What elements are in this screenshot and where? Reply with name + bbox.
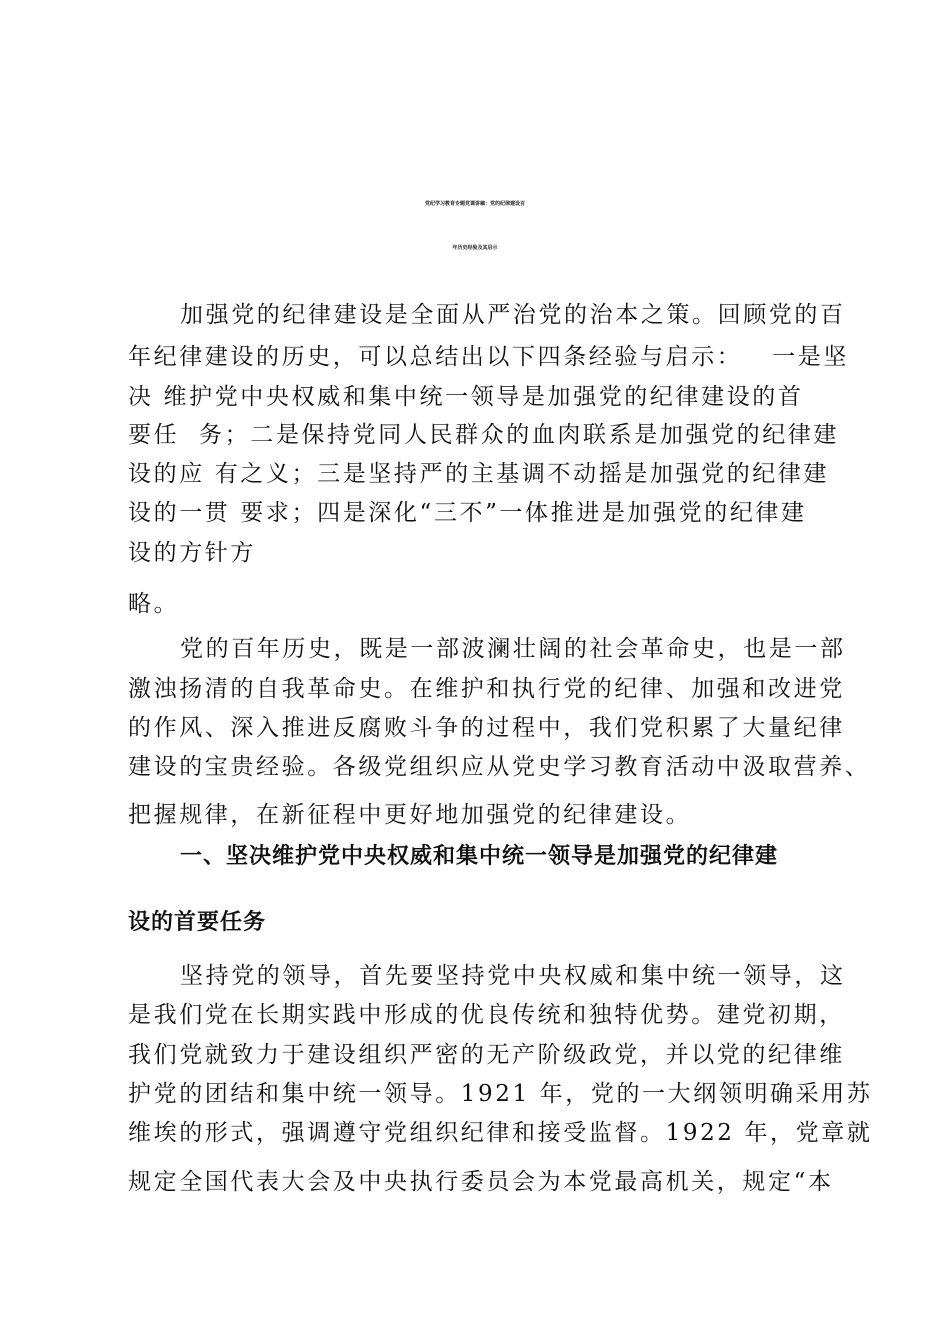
- paragraph3-line: 维埃的形式，强调遵守党组织纪律和接受监督。1922 年，党章就: [128, 1120, 873, 1146]
- paragraph3-line: 规定全国代表大会及中央执行委员会为本党最高机关，规定“本: [128, 1169, 834, 1195]
- paragraph2-line: 把握规律，在新征程中更好地加强党的纪律建设。: [128, 802, 692, 828]
- paragraph2-line: 的作风、深入推进反腐败斗争的过程中，我们党积累了大量纪律: [128, 715, 845, 741]
- document-title-line-1: 党纪学习教育专题党课讲稿：党的纪律建设百: [424, 201, 525, 207]
- paragraph3-line: 坚持党的领导，首先要坚持党中央权威和集中统一领导，这: [180, 963, 846, 989]
- paragraph1-line: 加强党的纪律建设是全面从严治党的治本之策。回顾党的百: [180, 302, 846, 328]
- section-heading-line-1: 一、坚决维护党中央权威和集中统一领导是加强党的纪律建: [180, 844, 779, 869]
- section-heading-line-2: 设的首要任务: [128, 910, 267, 935]
- paragraph1-line: 略。: [128, 591, 180, 617]
- paragraph1-line: 年纪律建设的历史，可以总结出以下四条经验与启示： 一是坚: [128, 344, 849, 370]
- paragraph1-line: 设的方针方: [128, 540, 256, 566]
- paragraph3-line: 我们党就致力于建设组织严密的无产阶级政党，并以党的纪律维: [128, 1042, 845, 1068]
- paragraph1-line: 决 维护党中央权威和集中统一领导是加强党的纪律建设的首: [128, 384, 804, 410]
- paragraph2-line: 党的百年历史，既是一部波澜壮阔的社会革命史，也是一部: [180, 636, 846, 662]
- paragraph3-line: 是我们党在长期实践中形成的优良传统和独特优势。建党初期，: [128, 1002, 845, 1028]
- paragraph1-line: 设的一贯 要求；四是深化“三不”一体推进是加强党的纪律建: [128, 500, 807, 526]
- paragraph1-line: 要任 务；二是保持党同人民群众的血肉联系是加强党的纪律建: [128, 422, 840, 448]
- paragraph2-line: 激浊扬清的自我革命史。在维护和执行党的纪律、加强和改进党: [128, 676, 845, 702]
- paragraph2-line: 建设的宝贵经验。各级党组织应从党史学习教育活动中汲取营养、: [128, 754, 871, 780]
- document-title-line-2: 年历史经验及其启示: [452, 245, 498, 251]
- paragraph3-line: 护党的团结和集中统一领导。1921 年，党的一大纲领明确采用苏: [128, 1081, 873, 1107]
- paragraph1-line: 设的应 有之义；三是坚持严的主基调不动摇是加强党的纪律建: [128, 461, 830, 487]
